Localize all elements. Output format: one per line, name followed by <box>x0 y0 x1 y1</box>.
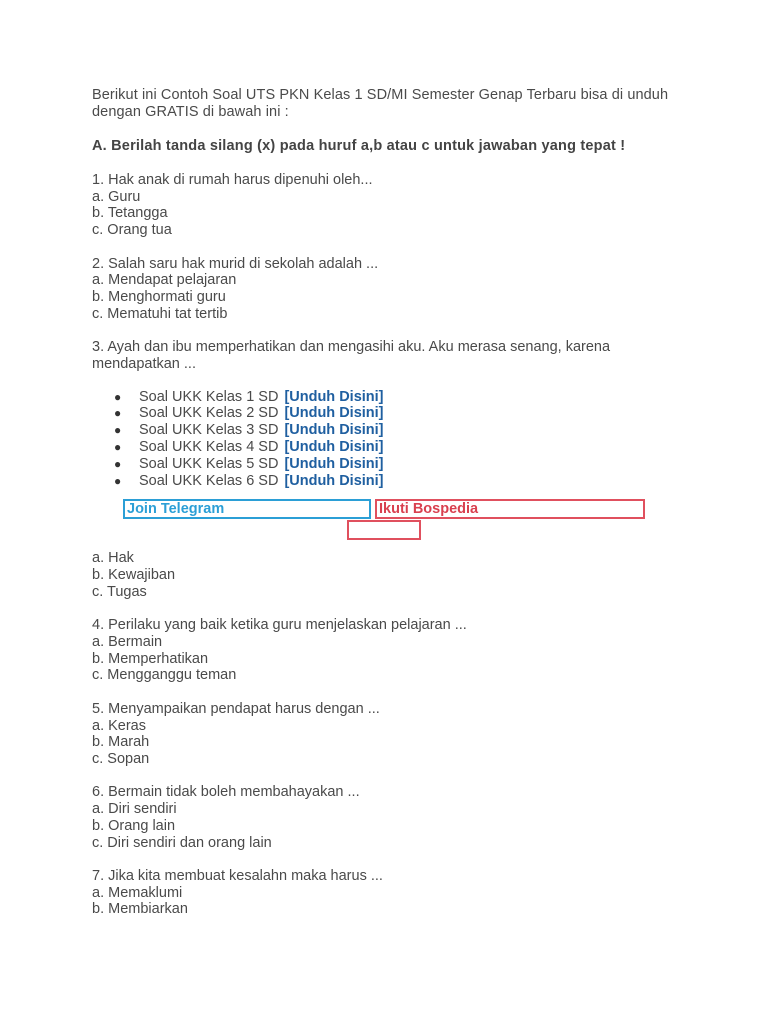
option-c: c. Orang tua <box>92 222 172 239</box>
download-link-list <box>92 389 672 490</box>
social-button-row <box>92 499 672 541</box>
list-item <box>114 389 672 406</box>
option-c: c. Diri sendiri dan orang lain <box>92 834 272 851</box>
download-link[interactable]: [Unduh Disini] <box>284 405 384 422</box>
link-label: Soal UKK Kelas 1 SD <box>139 388 279 405</box>
document-page <box>92 87 672 918</box>
option-b: b. Orang lain <box>92 817 176 834</box>
bullet-icon: ● <box>114 423 122 438</box>
option-c: c. Mematuhi tat tertib <box>92 305 228 322</box>
question-4 <box>92 617 672 684</box>
download-link[interactable]: [Unduh Disini] <box>284 438 384 455</box>
question-1 <box>92 172 672 239</box>
question-text: 1. Hak anak di rumah harus dipenuhi oleh... <box>92 171 373 188</box>
question-text: 7. Jika kita membuat kesalahn maka harus ... <box>92 868 383 885</box>
list-item <box>114 473 672 490</box>
ikuti-bospedia-button[interactable]: Ikuti Bospedia <box>375 499 645 519</box>
option-a: a. Guru <box>92 188 141 205</box>
question-text: 4. Perilaku yang baik ketika guru menjelaskan pelajaran ... <box>92 617 467 634</box>
join-telegram-button[interactable]: Join Telegram <box>123 499 371 519</box>
bullet-icon: ● <box>114 473 122 488</box>
question-text: 3. Ayah dan ibu memperhatikan dan mengasihi aku. Aku merasa senang, karena mendapatkan ... <box>92 339 611 372</box>
option-c: c. Sopan <box>92 750 150 767</box>
list-item <box>114 456 672 473</box>
link-label: Soal UKK Kelas 5 SD <box>139 455 279 472</box>
option-a: a. Diri sendiri <box>92 801 177 818</box>
question-text: 6. Bermain tidak boleh membahayakan ... <box>92 784 360 801</box>
option-c: c. Tugas <box>92 583 147 600</box>
option-b: b. Menghormati guru <box>92 288 226 305</box>
option-b: b. Marah <box>92 734 150 751</box>
option-b: b. Membiarkan <box>92 901 188 918</box>
link-label: Soal UKK Kelas 3 SD <box>139 422 279 439</box>
option-a: a. Memaklumi <box>92 884 183 901</box>
bullet-icon: ● <box>114 389 122 404</box>
question-text: 2. Salah saru hak murid di sekolah adalah ... <box>92 255 379 272</box>
option-a: a. Mendapat pelajaran <box>92 272 237 289</box>
question-text: 5. Menyampaikan pendapat harus dengan ... <box>92 700 380 717</box>
download-link[interactable]: [Unduh Disini] <box>284 422 384 439</box>
bullet-icon: ● <box>114 439 122 454</box>
question-3 <box>92 339 672 372</box>
download-link[interactable]: [Unduh Disini] <box>284 455 384 472</box>
link-label: Soal UKK Kelas 4 SD <box>139 438 279 455</box>
option-a: a. Hak <box>92 550 134 567</box>
download-link[interactable]: [Unduh Disini] <box>284 388 384 405</box>
option-b: b. Memperhatikan <box>92 650 209 667</box>
section-a-heading: A. Berilah tanda silang (x) pada huruf a,b atau c untuk jawaban yang tepat ! <box>92 138 626 155</box>
option-a: a. Keras <box>92 717 146 734</box>
link-label: Soal UKK Kelas 6 SD <box>139 472 279 489</box>
download-link[interactable]: [Unduh Disini] <box>284 472 384 489</box>
option-a: a. Bermain <box>92 633 163 650</box>
bullet-icon: ● <box>114 406 122 421</box>
intro-text: Berikut ini Contoh Soal UTS PKN Kelas 1 SD/MI Semester Genap Terbaru bisa di unduh dengan GRATIS di bawah ini : <box>92 87 669 120</box>
option-c: c. Mengganggu teman <box>92 667 237 684</box>
option-b: b. Tetangga <box>92 205 168 222</box>
question-3-options <box>92 550 672 600</box>
empty-button-box[interactable] <box>347 520 421 540</box>
link-label: Soal UKK Kelas 2 SD <box>139 405 279 422</box>
question-5 <box>92 701 672 768</box>
question-7 <box>92 868 672 918</box>
bullet-icon: ● <box>114 456 122 471</box>
question-2 <box>92 256 672 323</box>
list-item <box>114 422 672 439</box>
list-item <box>114 405 672 422</box>
option-b: b. Kewajiban <box>92 567 176 584</box>
list-item <box>114 439 672 456</box>
question-6 <box>92 784 672 851</box>
